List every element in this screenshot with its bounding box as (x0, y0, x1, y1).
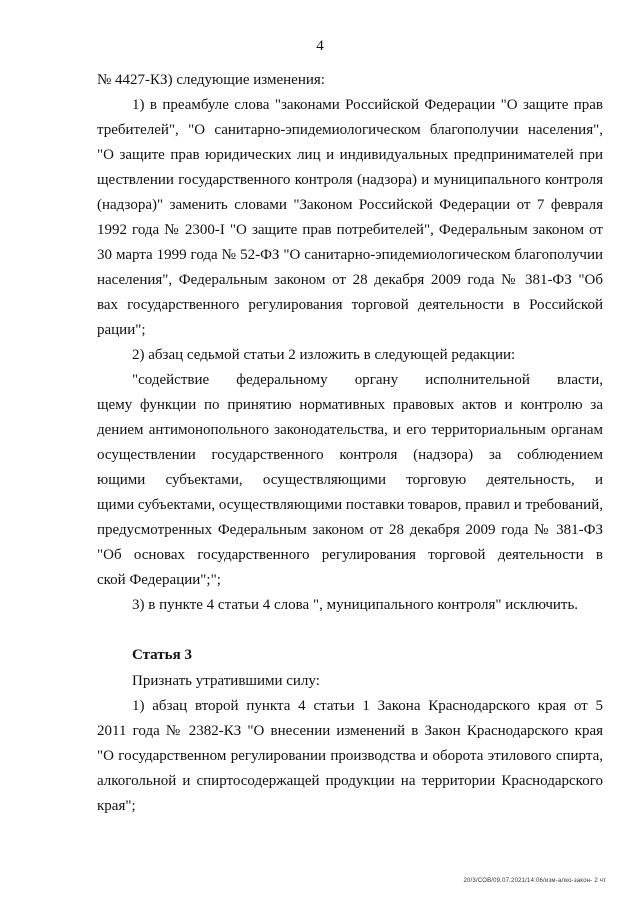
text-line: требителей", "О санитарно-эпидемиологическом благополучии населения", (97, 122, 603, 138)
text-line: 1) абзац второй пункта 4 статьи 1 Закона Краснодарского края от 5 (132, 698, 603, 714)
text-line: (надзора)" заменить словами "Законом Российской Федерации от 7 февраля (97, 197, 603, 213)
text-line: 2) абзац седьмой статьи 2 изложить в следующей редакции: (132, 347, 516, 363)
text-line: 2011 года № 2382-КЗ "О внесении изменений в Закон Краснодарского края (97, 723, 603, 739)
text-line: 3) в пункте 4 статьи 4 слова ", муниципального контроля" исключить. (132, 597, 579, 613)
article-3-section (97, 643, 603, 668)
text-line: щими субъектами, осуществляющими поставки товаров, правил и требований, (97, 497, 603, 513)
text-line: рации"; (97, 322, 146, 338)
text-line: алкогольной и спиртосодержащей продукции на территории Краснодарского (97, 773, 603, 789)
text-line: ской Федерации";"; (97, 572, 221, 588)
article-heading: Статья 3 (132, 647, 192, 663)
text-line: щему функции по принятию нормативных правовых актов и контролю за (97, 397, 603, 413)
text-line: 1992 года № 2300-I "О защите прав потребителей", Федеральным законом от (97, 222, 603, 238)
text-line: "О государственном регулировании производства и оборота этилового спирта, (97, 748, 603, 764)
text-line: "О защите прав юридических лиц и индивидуальных предпринимателей при (97, 147, 603, 163)
document-footer-code: 20/3/СОВ/09.07.2021/14:06/изм-алко-закон- 2 чт (463, 878, 606, 884)
text-line: края"; (97, 798, 136, 814)
text-line: 1) в преамбуле слова "законами Российской Федерации "О защите прав (132, 97, 603, 113)
text-line: осуществлении государственного контроля (надзора) за соблюдением (97, 447, 603, 463)
text-line: дением антимонопольного законодательства, и его территориальным органам (97, 422, 603, 438)
text-line: населения", Федеральным законом от 28 декабря 2009 года № 381-ФЗ "Об (97, 272, 603, 288)
text-line: предусмотренных Федеральным законом от 28 декабря 2009 года № 381-ФЗ (97, 522, 603, 538)
article-3-text (97, 669, 603, 819)
text-line: "содействие федеральному органу исполнительной власти, (132, 372, 603, 388)
page-number: 4 (316, 38, 324, 54)
text-line: № 4427-КЗ) следующие изменения: (97, 72, 325, 88)
article-2-text (97, 68, 603, 618)
text-line: "Об основах государственного регулирования торговой деятельности в (97, 547, 603, 563)
text-line: 30 марта 1999 года № 52-ФЗ "О санитарно-эпидемиологическом благополучии (97, 247, 603, 263)
text-line: Признать утратившими силу: (132, 673, 320, 689)
text-line: ществлении государственного контроля (надзора) и муниципального контроля (97, 172, 603, 188)
text-line: вах государственного регулирования торговой деятельности в Российской (97, 297, 603, 313)
text-line: ющими субъектами, осуществляющими торговую деятельность, и (97, 472, 603, 488)
